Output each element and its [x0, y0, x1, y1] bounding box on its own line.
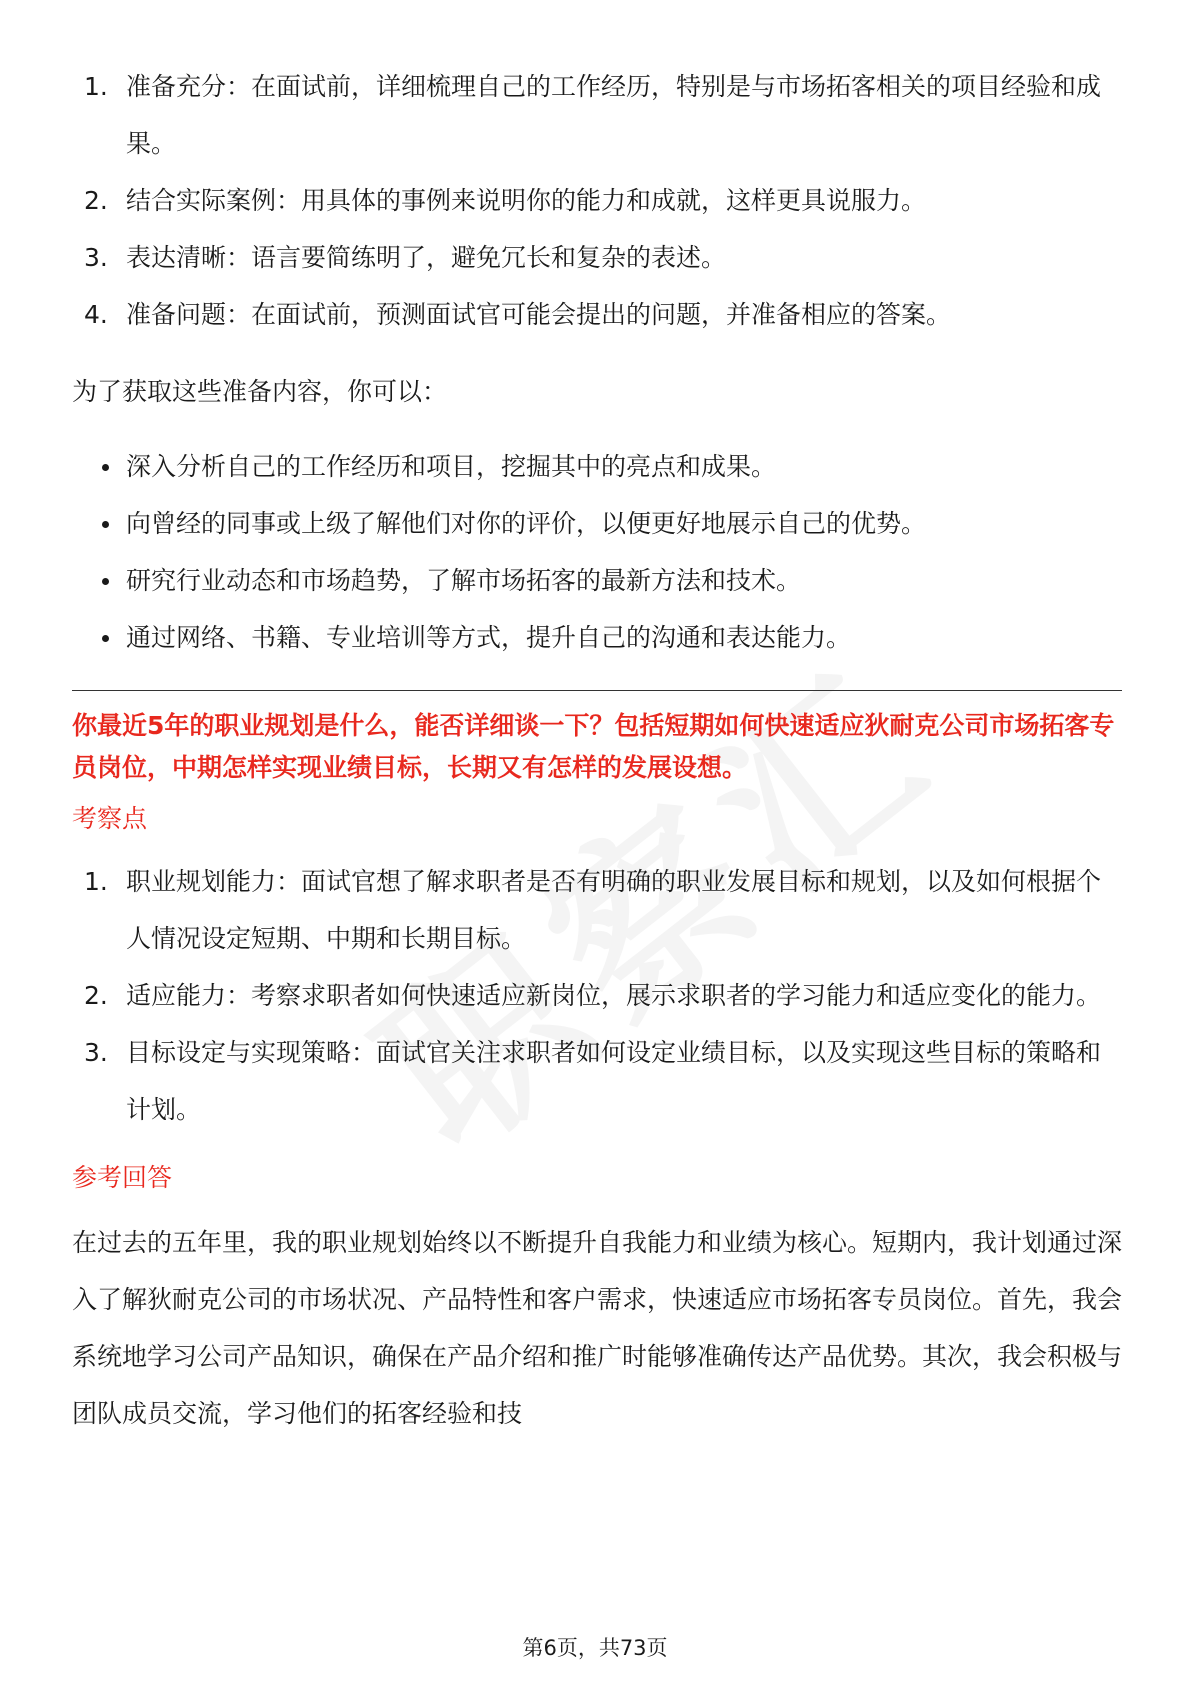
- list-item: [72, 609, 1122, 666]
- list-number: 3.: [84, 243, 108, 272]
- focus-list: [72, 853, 1122, 1138]
- answer-text: 在过去的五年里，我的职业规划始终以不断提升自我能力和业绩为核心。短期内，我计划通过深入了解狄耐克公司的市场状况、产品特性和客户需求，快速适应市场拓客专员岗位。首先，我会系统地学习公司产品知识，确保在产品介绍和推广时能够准确传达产品优势。其次，我会积极与团队成员交流，学习他们的拓客经验和技: [72, 1228, 1123, 1428]
- list-item: [72, 229, 1122, 286]
- list-item: [72, 495, 1122, 552]
- list-item: [72, 552, 1122, 609]
- list-item: [72, 853, 1122, 967]
- bullet-dot-icon: [102, 578, 109, 585]
- bullet-dot-icon: [102, 635, 109, 642]
- list-text: 深入分析自己的工作经历和项目，挖掘其中的亮点和成果。: [126, 452, 777, 481]
- list-item: [72, 438, 1122, 495]
- bullet-dot-icon: [102, 521, 109, 528]
- list-number: 3.: [84, 1038, 108, 1067]
- list-text: 准备充分：在面试前，详细梳理自己的工作经历，特别是与市场拓客相关的项目经验和成果。: [126, 72, 1102, 158]
- list-text: 结合实际案例：用具体的事例来说明你的能力和成就，这样更具说服力。: [126, 186, 927, 215]
- list-item: [72, 1024, 1122, 1138]
- intro-text: 为了获取这些准备内容，你可以：: [72, 377, 448, 406]
- list-item: [72, 58, 1122, 172]
- list-text: 通过网络、书籍、专业培训等方式，提升自己的沟通和表达能力。: [126, 623, 852, 652]
- list-text: 适应能力：考察求职者如何快速适应新岗位，展示求职者的学习能力和适应变化的能力。: [126, 981, 1102, 1010]
- list-text: 向曾经的同事或上级了解他们对你的评价，以便更好地展示自己的优势。: [126, 509, 927, 538]
- list-number: 2.: [84, 981, 108, 1010]
- bullet-list: [72, 438, 1122, 666]
- list-text: 准备问题：在面试前，预测面试官可能会提出的问题，并准备相应的答案。: [126, 300, 952, 329]
- list-text: 研究行业动态和市场趋势，了解市场拓客的最新方法和技术。: [126, 566, 802, 595]
- prep-list: [72, 58, 1122, 343]
- section-divider: [72, 690, 1122, 691]
- question-heading: 你最近5年的职业规划是什么，能否详细谈一下？包括短期如何快速适应狄耐克公司市场拓客专员岗位，中期怎样实现业绩目标，长期又有怎样的发展设想。: [72, 711, 1115, 782]
- list-number: 1.: [84, 867, 108, 896]
- list-text: 职业规划能力：面试官想了解求职者是否有明确的职业发展目标和规划，以及如何根据个人情况设定短期、中期和长期目标。: [126, 867, 1102, 953]
- list-number: 4.: [84, 300, 108, 329]
- list-text: 表达清晰：语言要简练明了，避免冗长和复杂的表述。: [126, 243, 727, 272]
- list-item: [72, 967, 1122, 1024]
- list-item: [72, 286, 1122, 343]
- answer-heading: 参考回答: [72, 1163, 173, 1192]
- list-number: 2.: [84, 186, 108, 215]
- list-text: 目标设定与实现策略：面试官关注求职者如何设定业绩目标，以及实现这些目标的策略和计划。: [126, 1038, 1102, 1124]
- list-item: [72, 172, 1122, 229]
- page-content: [72, 58, 1122, 1442]
- focus-heading: 考察点: [72, 804, 148, 833]
- page-footer: 第6页，共73页: [522, 1636, 668, 1660]
- list-number: 1.: [84, 72, 108, 101]
- bullet-dot-icon: [102, 464, 109, 471]
